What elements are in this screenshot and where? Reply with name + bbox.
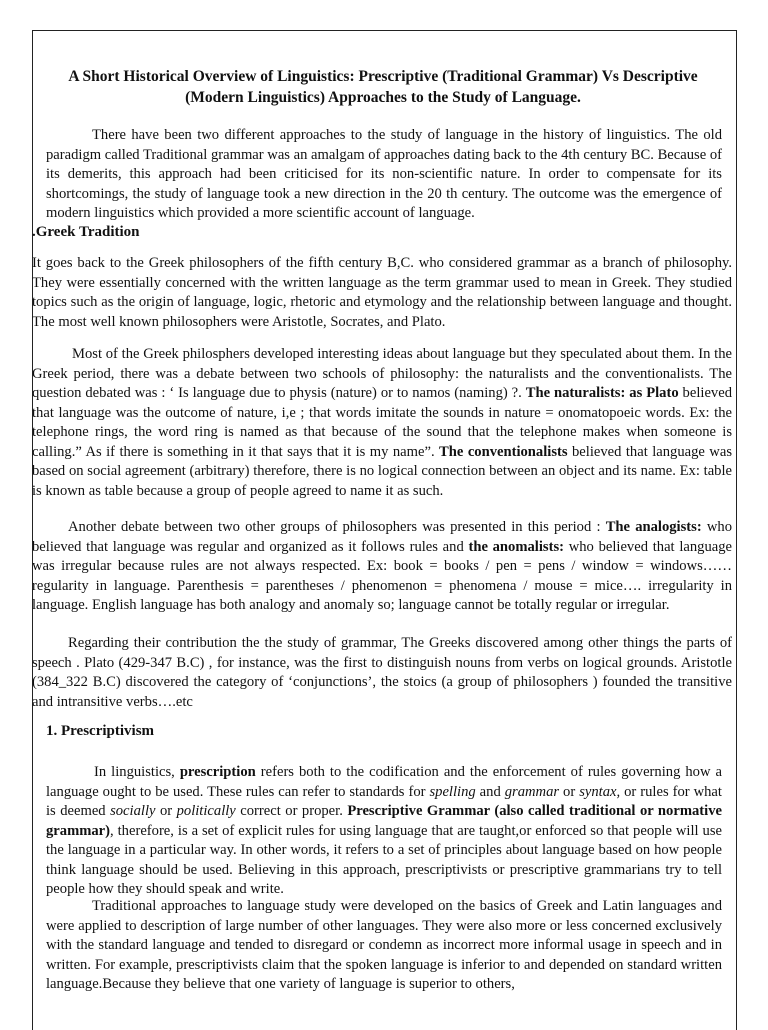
heading-prescriptivism: 1. Prescriptivism: [46, 723, 155, 739]
presc-p1-grammar: grammar: [504, 783, 560, 800]
greek-p2-naturalists: The naturalists: as Plato: [525, 385, 679, 401]
greek-p3-text-e: who believed that language was irregular because rules are not always respected. Ex: book = books / pen = pens / window = windows…… regularity in language. Parenthesis = parentheses / phenomenon = phenomena / mouse = mice…. irregularity in language. English language has both analogy and anomaly so; language cannot be totally regular or irregular.: [32, 538, 732, 613]
presc-p1-text-e: and: [475, 783, 505, 800]
greek-p2-text-a: Most of the Greek philosphers developed interesting ideas about language but they speculated about them. In the Greek period, there was a debate between two schools of philosophy: the naturalists and the conventionalists. The question debated was : ‘ Is language due to physis (nature) or to namos (naming) ?.: [32, 346, 732, 401]
greek-p2-text-c: believed that language was the outcome of nature, i,e ; that words imitate the sounds in nature = onomatopoeic words. Ex: the telephone rings, the word ring is named as that because of the sound that the telephone makes when someone is calling.” As if there is something in it that says that it is my name”.: [32, 385, 732, 460]
presc-p1-text-k: or: [155, 803, 177, 819]
greek-paragraph-1: It goes back to the Greek philosophers of the fifth century B,C. who considered grammar as a branch of philosophy. They were essentially concerned with the written language as the term grammar used to mean in Greek. They studied topics such as the origin of language, logic, rhetoric and etymology and the relationship between language and thought. The most well known philosophers were Aristotle, Socrates, and Plato.: [32, 255, 732, 330]
greek-p3-text-a: Another debate between two other groups of philosophers was presented in this period :: [68, 519, 606, 535]
title-line-1: A Short Historical Overview of Linguistics: Prescriptive (Traditional Grammar) Vs Descriptive: [68, 68, 698, 85]
presc-p1-spelling: spelling: [429, 783, 476, 800]
greek-p3-analogists: The analogists:: [605, 519, 702, 535]
presc-p1-text-a: In linguistics,: [94, 764, 180, 780]
presc-p1-text-o: , therefore, is a set of explicit rules for using language that are taught,or enforced so that people will use the language in a particular way. In other words, it refers to a set of principles about language based on how people think language should be used. Believing in this approach, prescriptivists or prescriptive grammarians try to tell people how they should speak and write.: [46, 822, 722, 897]
presc-p1-socially: socially: [110, 803, 156, 819]
presc-p1-prescription: prescription: [179, 764, 256, 780]
heading-greek-tradition: .Greek Tradition: [32, 224, 140, 240]
greek-paragraph-2: [32, 345, 732, 501]
greek-paragraph-3: [32, 518, 732, 616]
greek-p3-text-c: who believed that language was regular and organized as it follows rules and: [32, 519, 732, 555]
prescriptivism-paragraph-2: Traditional approaches to language study were developed on the basics of Greek and Latin languages and were applied to description of large number of other languages. They were also more or less concerned exclusively with the standard language and tended to disregard or condemn as incorrect more informal usage in speech and in written. For example, prescriptivists claim that the spoken language is inferior to and depended on standard written language.Because they believe that one variety of language is superior to others,: [46, 898, 722, 992]
document-title: [60, 66, 706, 108]
greek-p2-conventionalists: The conventionalists: [439, 443, 568, 460]
title-line-2: (Modern Linguistics) Approaches to the Study of Language.: [185, 89, 581, 106]
greek-paragraph-4: Regarding their contribution the the study of grammar, The Greeks discovered among other things the parts of speech . Plato (429-347 B.C) , for instance, was the first to distinguish nouns from verbs on logical grounds. Aristotle (384_322 B.C) discovered the category of ‘conjunctions’, the stoics (a group of philosophers ) founded the transitive and intransitive verbs….etc: [32, 635, 732, 710]
presc-p1-text-c: refers both to the codification and the enforcement of rules governing how a language ought to be used. These rules can refer to standards for: [46, 764, 722, 800]
presc-p1-text-m: correct or proper.: [235, 803, 348, 819]
prescriptivism-paragraph-1: [46, 763, 722, 900]
greek-p3-anomalists: the anomalists:: [468, 538, 564, 555]
presc-p1-text-g: or: [559, 783, 580, 800]
presc-p1-prescriptive-grammar: Prescriptive Grammar (also called traditional or normative grammar): [46, 803, 722, 839]
presc-p1-text-i: or rules for what is deemed: [46, 783, 722, 819]
presc-p1-syntax: syntax,: [579, 783, 621, 800]
intro-paragraph: There have been two different approaches to the study of language in the history of linguistics. The old paradigm called Traditional grammar was an amalgam of approaches dating back to the 4th century BC. Because of its demerits, this approach had been criticised for its non-scientific nature. In order to compensate for its shortcomings, the study of language took a new direction in the 20 th century. The outcome was the emergence of modern linguistics which provided a more scientific account of language.: [46, 127, 722, 221]
greek-p2-text-e: believed that language was based on social agreement (arbitrary) therefore, there is no logical connection between an object and its name. Ex: table is known as table because a group of people agreed to name it as such.: [32, 443, 733, 499]
presc-p1-politically: politically: [176, 803, 236, 819]
